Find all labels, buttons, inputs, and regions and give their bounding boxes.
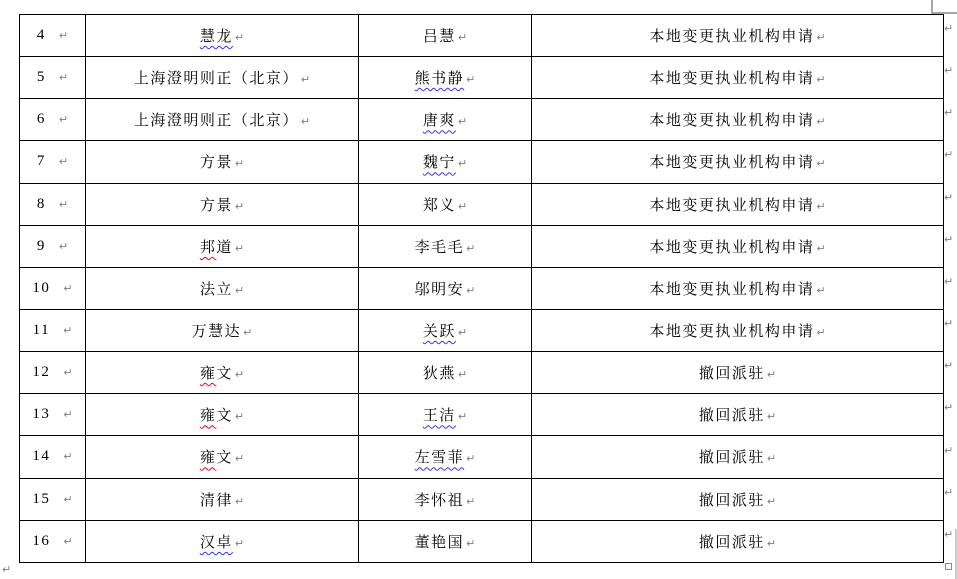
action-cell[interactable] xyxy=(532,141,944,183)
table-row-6 xyxy=(20,99,944,141)
end-of-cell-mark: ↵ xyxy=(58,239,69,253)
seq-cell[interactable] xyxy=(20,309,86,351)
firm-cell-text: 文 xyxy=(216,450,233,467)
person-cell-text: 唐爽 xyxy=(422,113,456,130)
action-cell[interactable] xyxy=(532,520,944,562)
firm-cell-text: 汉卓 xyxy=(199,534,233,551)
end-of-cell-mark: ↵ xyxy=(234,368,245,382)
seq-number: 7 xyxy=(36,153,46,170)
end-of-row-mark: ↵ xyxy=(944,64,954,78)
person-cell-text: 董艳国 xyxy=(414,534,465,551)
end-of-cell-mark: ↵ xyxy=(466,494,476,508)
person-cell-text: 王洁 xyxy=(422,408,456,425)
firm-cell[interactable] xyxy=(86,183,359,225)
end-of-cell-mark: ↵ xyxy=(243,326,253,340)
end-of-cell-mark: ↵ xyxy=(816,157,826,171)
firm-cell[interactable] xyxy=(86,520,359,562)
seq-cell[interactable] xyxy=(20,352,86,394)
end-of-row-mark: ↵ xyxy=(944,274,954,288)
table-row-16 xyxy=(20,520,944,562)
end-of-cell-mark: ↵ xyxy=(457,326,468,340)
table-row-9 xyxy=(20,225,944,267)
firm-cell-text: 雍 xyxy=(199,408,217,425)
end-of-cell-mark: ↵ xyxy=(300,73,311,87)
person-cell[interactable] xyxy=(359,267,532,309)
person-cell-text: 吕慧 xyxy=(422,29,456,46)
firm-cell-text: 法立 xyxy=(199,281,233,298)
action-text: 本地变更执业机构申请 xyxy=(649,281,815,298)
action-text: 本地变更执业机构申请 xyxy=(649,71,815,88)
table-row-8 xyxy=(20,183,944,225)
action-cell[interactable] xyxy=(532,225,944,267)
paragraph-mark-after-table: ↵ xyxy=(2,563,12,576)
firm-cell[interactable] xyxy=(86,394,359,436)
table-resize-handle[interactable] xyxy=(945,563,952,570)
end-of-row-mark: ↵ xyxy=(944,22,954,35)
end-of-cell-mark: ↵ xyxy=(466,241,476,255)
end-of-cell-mark: ↵ xyxy=(766,452,777,466)
end-of-row-mark: ↵ xyxy=(944,401,954,415)
end-of-row-mark: ↵ xyxy=(944,190,954,204)
action-text: 撤回派驻 xyxy=(698,408,765,425)
seq-number: 8 xyxy=(36,195,46,212)
seq-number: 13 xyxy=(32,406,51,423)
end-of-cell-mark: ↵ xyxy=(234,494,245,508)
end-of-cell-mark: ↵ xyxy=(58,29,69,43)
seq-number: 14 xyxy=(32,448,51,465)
end-of-cell-mark: ↵ xyxy=(466,283,476,297)
action-text: 本地变更执业机构申请 xyxy=(649,197,815,214)
person-cell[interactable] xyxy=(359,520,532,562)
action-cell[interactable] xyxy=(532,436,944,478)
end-of-cell-mark: ↵ xyxy=(816,241,826,255)
table-row-13 xyxy=(20,394,944,436)
end-of-row-mark: ↵ xyxy=(944,359,954,373)
action-cell[interactable] xyxy=(532,15,944,57)
seq-cell[interactable] xyxy=(20,183,86,225)
person-cell-text: 狄燕 xyxy=(422,366,456,383)
action-cell[interactable] xyxy=(532,183,944,225)
seq-number: 16 xyxy=(32,532,51,549)
action-text: 撤回派驻 xyxy=(698,366,765,383)
person-cell[interactable] xyxy=(359,436,532,478)
end-of-cell-mark: ↵ xyxy=(63,492,73,506)
action-text: 本地变更执业机构申请 xyxy=(649,155,815,172)
end-of-cell-mark: ↵ xyxy=(234,199,245,213)
table-row-12 xyxy=(20,352,944,394)
table-row-10 xyxy=(20,267,944,309)
end-of-cell-mark: ↵ xyxy=(816,326,826,340)
end-of-cell-mark: ↵ xyxy=(816,31,826,45)
action-cell[interactable] xyxy=(532,57,944,99)
firm-cell-text: 雍 xyxy=(199,366,217,383)
firm-cell-text: 上海澄明则正（北京） xyxy=(133,71,299,88)
end-of-cell-mark: ↵ xyxy=(766,410,777,424)
seq-cell[interactable] xyxy=(20,225,86,267)
lawyer-change-table xyxy=(19,14,944,563)
person-cell-text: 李毛毛 xyxy=(414,239,465,256)
end-of-cell-mark: ↵ xyxy=(816,73,826,87)
table-row-14 xyxy=(20,436,944,478)
end-of-row-mark: ↵ xyxy=(944,527,954,541)
firm-cell[interactable] xyxy=(86,99,359,141)
end-of-cell-mark: ↵ xyxy=(58,155,69,169)
seq-number: 11 xyxy=(32,322,51,339)
end-of-cell-mark: ↵ xyxy=(457,157,468,171)
end-of-cell-mark: ↵ xyxy=(58,197,69,211)
person-cell[interactable] xyxy=(359,141,532,183)
seq-cell[interactable] xyxy=(20,478,86,520)
firm-cell-text: 万慧达 xyxy=(191,324,242,341)
firm-cell[interactable] xyxy=(86,352,359,394)
end-of-cell-mark: ↵ xyxy=(63,281,73,295)
person-cell-text: 邬明安 xyxy=(414,281,465,298)
firm-cell-text: 慧龙 xyxy=(199,29,233,46)
end-of-cell-mark: ↵ xyxy=(63,324,73,338)
end-of-cell-mark: ↵ xyxy=(816,283,826,297)
end-of-row-mark: ↵ xyxy=(944,443,954,457)
table-row-4 xyxy=(20,15,944,57)
end-of-cell-mark: ↵ xyxy=(63,450,73,464)
end-of-row-mark: ↵ xyxy=(944,485,954,499)
end-of-cell-mark: ↵ xyxy=(234,410,245,424)
seq-number: 15 xyxy=(32,490,51,507)
firm-cell[interactable] xyxy=(86,436,359,478)
end-of-cell-mark: ↵ xyxy=(816,115,826,129)
firm-cell-text: 清律 xyxy=(199,492,233,509)
person-cell[interactable] xyxy=(359,57,532,99)
end-of-cell-mark: ↵ xyxy=(457,410,468,424)
table-row-15 xyxy=(20,478,944,520)
firm-cell[interactable] xyxy=(86,267,359,309)
action-text: 撤回派驻 xyxy=(698,534,765,551)
end-of-cell-mark: ↵ xyxy=(457,31,468,45)
firm-cell-text: 道 xyxy=(216,239,233,256)
firm-cell[interactable] xyxy=(86,478,359,520)
end-of-cell-mark: ↵ xyxy=(457,115,468,129)
firm-cell[interactable] xyxy=(86,225,359,267)
seq-cell[interactable] xyxy=(20,520,86,562)
end-of-cell-mark: ↵ xyxy=(58,113,69,127)
person-cell[interactable] xyxy=(359,15,532,57)
firm-cell-text: 方景 xyxy=(199,155,233,172)
person-cell[interactable] xyxy=(359,478,532,520)
action-text: 撤回派驻 xyxy=(698,450,765,467)
firm-cell-text: 文 xyxy=(216,366,233,383)
seq-cell[interactable] xyxy=(20,15,86,57)
person-cell[interactable] xyxy=(359,352,532,394)
end-of-cell-mark: ↵ xyxy=(766,368,777,382)
person-cell-text: 李怀祖 xyxy=(414,492,465,509)
person-cell[interactable] xyxy=(359,225,532,267)
action-text: 本地变更执业机构申请 xyxy=(649,324,815,341)
table-row-11 xyxy=(20,309,944,351)
person-cell-text: 郑义 xyxy=(422,197,456,214)
end-of-cell-mark: ↵ xyxy=(234,31,245,45)
seq-number: 9 xyxy=(36,237,46,254)
firm-cell[interactable] xyxy=(86,309,359,351)
end-of-cell-mark: ↵ xyxy=(234,283,245,297)
end-of-row-mark: ↵ xyxy=(944,232,954,246)
seq-cell[interactable] xyxy=(20,394,86,436)
end-of-row-mark: ↵ xyxy=(944,106,954,120)
end-of-cell-mark: ↵ xyxy=(58,71,69,85)
firm-cell[interactable] xyxy=(86,141,359,183)
firm-cell[interactable] xyxy=(86,57,359,99)
firm-cell-text: 文 xyxy=(216,408,233,425)
action-text: 本地变更执业机构申请 xyxy=(649,29,815,46)
action-cell[interactable] xyxy=(532,352,944,394)
action-cell[interactable] xyxy=(532,309,944,351)
end-of-cell-mark: ↵ xyxy=(766,536,777,550)
end-of-cell-mark: ↵ xyxy=(300,115,311,129)
action-cell[interactable] xyxy=(532,478,944,520)
table-row-5 xyxy=(20,57,944,99)
firm-cell[interactable] xyxy=(86,15,359,57)
seq-number: 6 xyxy=(36,111,46,128)
end-of-cell-mark: ↵ xyxy=(466,452,476,466)
action-text: 本地变更执业机构申请 xyxy=(649,113,815,130)
end-of-cell-mark: ↵ xyxy=(63,534,73,548)
end-of-cell-mark: ↵ xyxy=(457,199,468,213)
seq-cell[interactable] xyxy=(20,57,86,99)
end-of-cell-mark: ↵ xyxy=(63,408,73,422)
action-cell[interactable] xyxy=(532,99,944,141)
end-of-cell-mark: ↵ xyxy=(766,494,777,508)
person-cell[interactable] xyxy=(359,99,532,141)
seq-number: 10 xyxy=(32,279,51,296)
end-of-cell-mark: ↵ xyxy=(466,536,476,550)
firm-cell-text: 方景 xyxy=(199,197,233,214)
seq-cell[interactable] xyxy=(20,267,86,309)
person-cell[interactable] xyxy=(359,183,532,225)
table-row-7 xyxy=(20,141,944,183)
firm-cell-text: 上海澄明则正（北京） xyxy=(133,113,299,130)
action-text: 本地变更执业机构申请 xyxy=(649,239,815,256)
person-cell[interactable] xyxy=(359,309,532,351)
seq-number: 5 xyxy=(36,69,46,86)
end-of-cell-mark: ↵ xyxy=(466,73,476,87)
seq-number: 4 xyxy=(36,27,46,44)
end-of-cell-mark: ↵ xyxy=(457,368,468,382)
action-text: 撤回派驻 xyxy=(698,492,765,509)
end-of-row-mark: ↵ xyxy=(944,317,954,331)
seq-number: 12 xyxy=(32,364,51,381)
seq-cell[interactable] xyxy=(20,141,86,183)
person-cell-text: 左雪菲 xyxy=(414,450,465,467)
seq-cell[interactable] xyxy=(20,99,86,141)
person-cell[interactable] xyxy=(359,394,532,436)
action-cell[interactable] xyxy=(532,394,944,436)
end-of-cell-mark: ↵ xyxy=(63,366,73,380)
firm-cell-text: 邦 xyxy=(199,239,217,256)
firm-cell-text: 雍 xyxy=(199,450,217,467)
person-cell-text: 熊书静 xyxy=(414,71,465,88)
end-of-cell-mark: ↵ xyxy=(234,452,245,466)
person-cell-text: 关跃 xyxy=(422,324,456,341)
text-boundary-corner-icon xyxy=(931,12,957,14)
end-of-cell-mark: ↵ xyxy=(816,199,826,213)
seq-cell[interactable] xyxy=(20,436,86,478)
person-cell-text: 魏宁 xyxy=(422,155,456,172)
end-of-cell-mark: ↵ xyxy=(234,536,245,550)
action-cell[interactable] xyxy=(532,267,944,309)
end-of-cell-mark: ↵ xyxy=(234,241,245,255)
end-of-row-mark: ↵ xyxy=(944,148,954,162)
end-of-cell-mark: ↵ xyxy=(234,157,245,171)
